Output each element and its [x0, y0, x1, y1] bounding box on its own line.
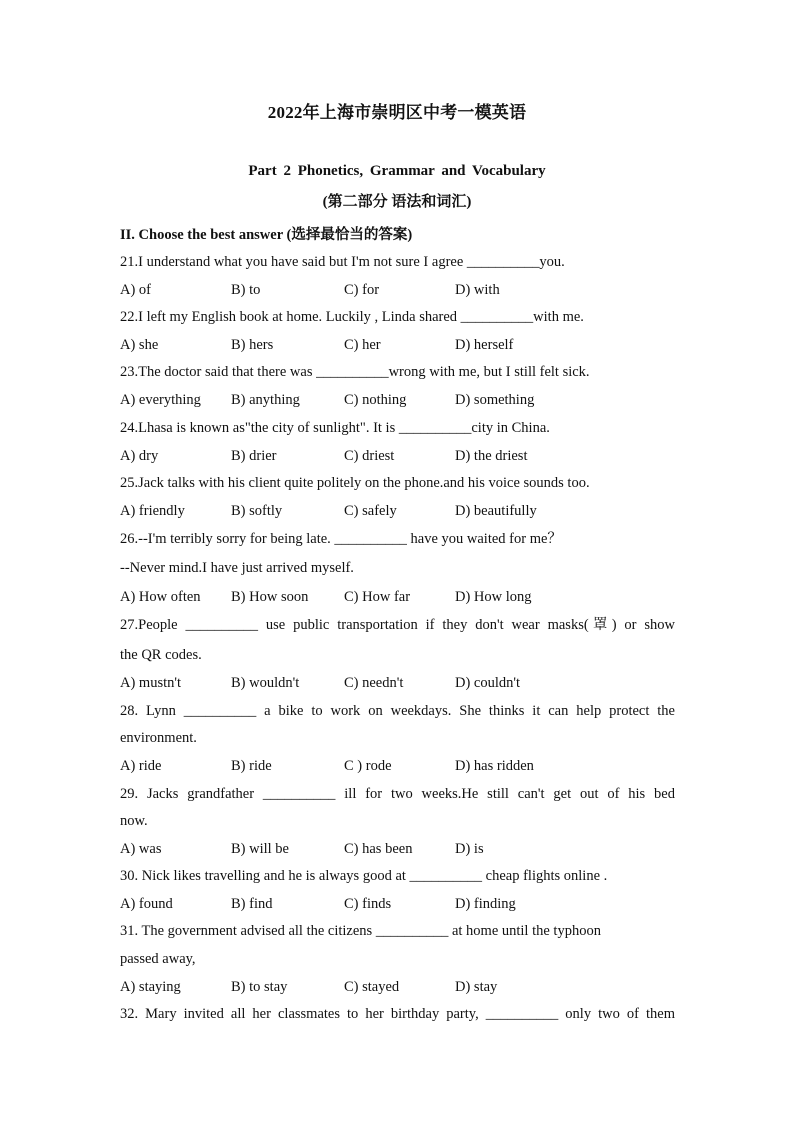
question-22-options	[120, 336, 680, 354]
question-30-text: 30. Nick likes travelling and he is always good at __________ cheap flights online .	[120, 868, 608, 884]
option-a: A) ride	[120, 758, 162, 774]
question-28-text: 28. Lynn __________ a bike to work on weekdays. She thinks it can help protect the	[120, 703, 675, 719]
option-c: C) nothing	[344, 392, 407, 408]
question-26-text-continued: --Never mind.I have just arrived myself.	[120, 560, 354, 576]
option-c: C) How far	[344, 589, 411, 605]
question-28-options	[120, 757, 680, 775]
option-b: B) anything	[231, 392, 300, 408]
option-d: D) is	[455, 841, 484, 857]
question-27-options	[120, 674, 680, 692]
option-b: B) drier	[231, 448, 277, 464]
option-a: A) staying	[120, 979, 181, 995]
document-title: 2022年上海市崇明区中考一模英语	[267, 103, 527, 122]
option-d: D) stay	[455, 979, 498, 995]
option-d: D) has ridden	[455, 758, 534, 774]
section-heading: II. Choose the best answer (选择最恰当的答案)	[120, 227, 413, 243]
option-d: D) couldn't	[455, 675, 521, 691]
option-c: C) finds	[344, 896, 392, 912]
question-31-text: 31. The government advised all the citizens __________ at home until the typhoon	[120, 923, 601, 939]
option-b: B) to stay	[231, 979, 288, 995]
question-29-options	[120, 840, 680, 858]
option-c: C) safely	[344, 503, 397, 519]
option-a: A) was	[120, 841, 162, 857]
question-25-options	[120, 502, 680, 520]
option-d: D) something	[455, 392, 535, 408]
option-b: B) to	[231, 282, 261, 298]
option-c: C) her	[344, 337, 381, 353]
option-c: C) has been	[344, 841, 413, 857]
question-23-text: 23.The doctor said that there was __________wrong with me, but I still felt sick.	[120, 364, 590, 380]
option-a: A) she	[120, 337, 159, 353]
option-a: A) How often	[120, 589, 201, 605]
option-b: B) softly	[231, 503, 283, 519]
option-b: B) will be	[231, 841, 289, 857]
question-24-options	[120, 447, 680, 465]
option-d: D) the driest	[455, 448, 528, 464]
question-32-text: 32. Mary invited all her classmates to her birthday party, __________ only two of them	[120, 1006, 675, 1022]
question-26-options	[120, 588, 680, 606]
option-a: A) mustn't	[120, 675, 182, 691]
option-a: A) friendly	[120, 503, 185, 519]
option-b: B) hers	[231, 337, 274, 353]
question-27-text-continued: the QR codes.	[120, 647, 202, 663]
part-heading: Part 2 Phonetics, Grammar and Vocabulary	[248, 163, 546, 179]
option-c: C ) rode	[344, 758, 392, 774]
option-b: B) How soon	[231, 589, 309, 605]
question-21-options	[120, 281, 680, 299]
option-b: B) wouldn't	[231, 675, 300, 691]
option-a: A) found	[120, 896, 173, 912]
question-21-text: 21.I understand what you have said but I'm not sure I agree __________you.	[120, 254, 565, 270]
option-c: C) driest	[344, 448, 395, 464]
option-b: B) ride	[231, 758, 272, 774]
option-d: D) beautifully	[455, 503, 537, 519]
question-29-text: 29. Jacks grandfather __________ ill for two weeks.He still can't get out of his bed	[120, 786, 675, 802]
question-28-text-continued: environment.	[120, 730, 197, 746]
question-23-options	[120, 391, 680, 409]
part-subheading: (第二部分 语法和词汇)	[322, 194, 472, 210]
option-d: D) herself	[455, 337, 514, 353]
option-b: B) find	[231, 896, 273, 912]
question-27-text: 27.People __________ use public transportation if they don't wear masks(罩) or show	[120, 617, 675, 633]
question-29-text-continued: now.	[120, 813, 148, 829]
question-24-text: 24.Lhasa is known as"the city of sunlight". It is __________city in China.	[120, 420, 550, 436]
option-d: D) finding	[455, 896, 516, 912]
question-31-text-continued: passed away,	[120, 951, 196, 967]
question-25-text: 25.Jack talks with his client quite politely on the phone.and his voice sounds too.	[120, 475, 590, 491]
option-d: D) with	[455, 282, 500, 298]
question-30-options	[120, 895, 680, 913]
question-31-options	[120, 978, 680, 996]
question-26-text: 26.--I'm terribly sorry for being late. __________ have you waited for me？	[120, 531, 562, 547]
option-c: C) for	[344, 282, 380, 298]
option-a: A) everything	[120, 392, 201, 408]
option-a: A) dry	[120, 448, 159, 464]
question-22-text: 22.I left my English book at home. Luckily , Linda shared __________with me.	[120, 309, 584, 325]
option-c: C) needn't	[344, 675, 404, 691]
option-d: D) How long	[455, 589, 532, 605]
option-c: C) stayed	[344, 979, 400, 995]
option-a: A) of	[120, 282, 152, 298]
